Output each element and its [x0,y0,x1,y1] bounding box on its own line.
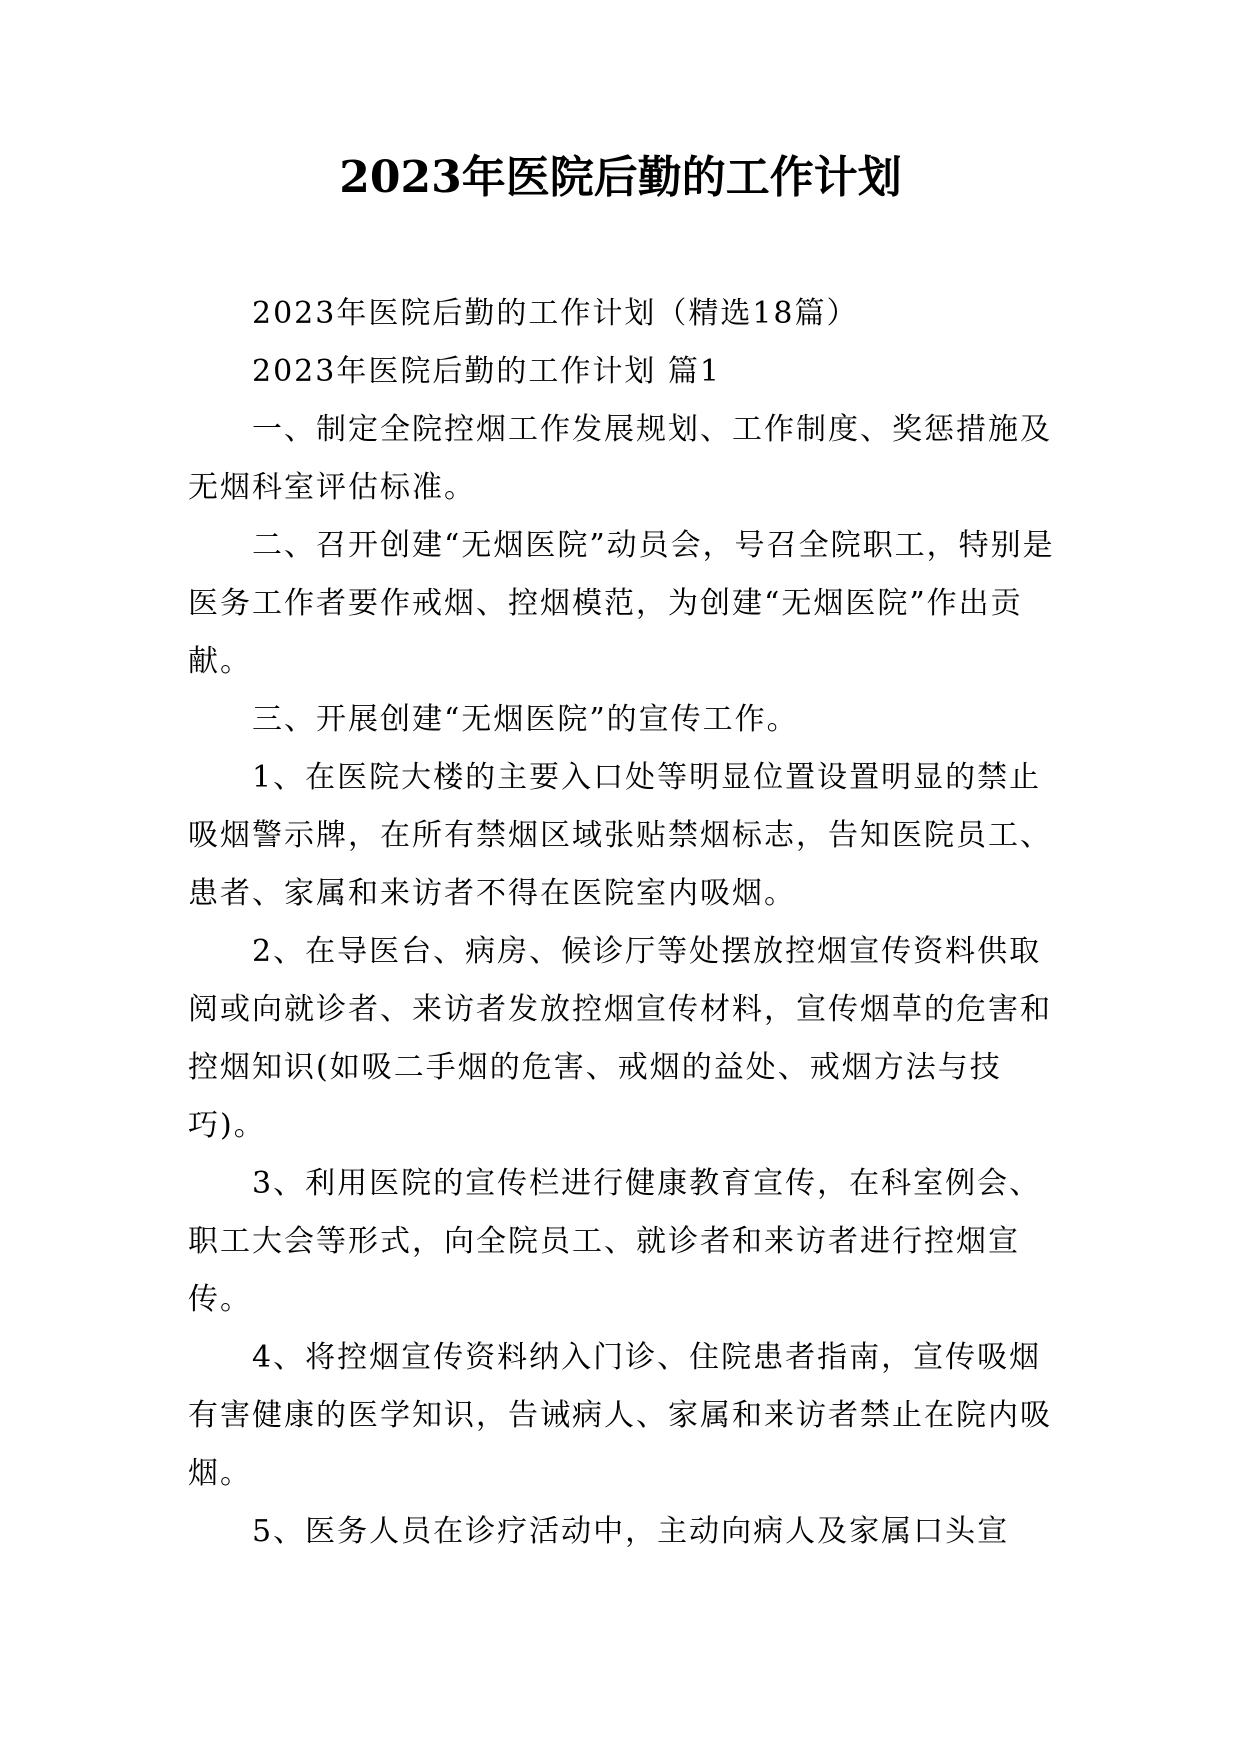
paragraph: 2、在导医台、病房、候诊厅等处摆放控烟宣传资料供取阅或向就诊者、来访者发放控烟宣传材料，宣传烟草的危害和控烟知识(如吸二手烟的危害、戒烟的益处、戒烟方法与技巧)。 [188,934,1052,1143]
paragraph: 2023年医院后勤的工作计划 篇1 [252,354,721,389]
paragraph: 2023年医院后勤的工作计划（精选18篇） [252,296,859,331]
paragraph: 一、制定全院控烟工作发展规划、工作制度、奖惩措施及无烟科室评估标准。 [188,412,1052,505]
document-title: 2023年医院后勤的工作计划 [339,152,902,203]
paragraph: 二、召开创建“无烟医院”动员会，号召全院职工，特别是医务工作者要作戒烟、控烟模范，为创建“无烟医院”作出贡献。 [188,528,1055,679]
paragraph: 4、将控烟宣传资料纳入门诊、住院患者指南，宣传吸烟有害健康的医学知识，告诫病人、家属和来访者禁止在院内吸烟。 [188,1340,1052,1491]
paragraph: 三、开展创建“无烟医院”的宣传工作。 [252,702,799,737]
paragraph: 3、利用医院的宣传栏进行健康教育宣传，在科室例会、职工大会等形式，向全院员工、就诊者和来访者进行控烟宣传。 [188,1166,1042,1317]
document-body [188,285,1058,1561]
paragraph: 5、医务人员在诊疗活动中，主动向病人及家属口头宣 [252,1514,1010,1549]
paragraph: 1、在医院大楼的主要入口处等明显位置设置明显的禁止吸烟警示牌，在所有禁烟区域张贴禁烟标志，告知医院员工、患者、家属和来访者不得在医院室内吸烟。 [188,760,1052,911]
